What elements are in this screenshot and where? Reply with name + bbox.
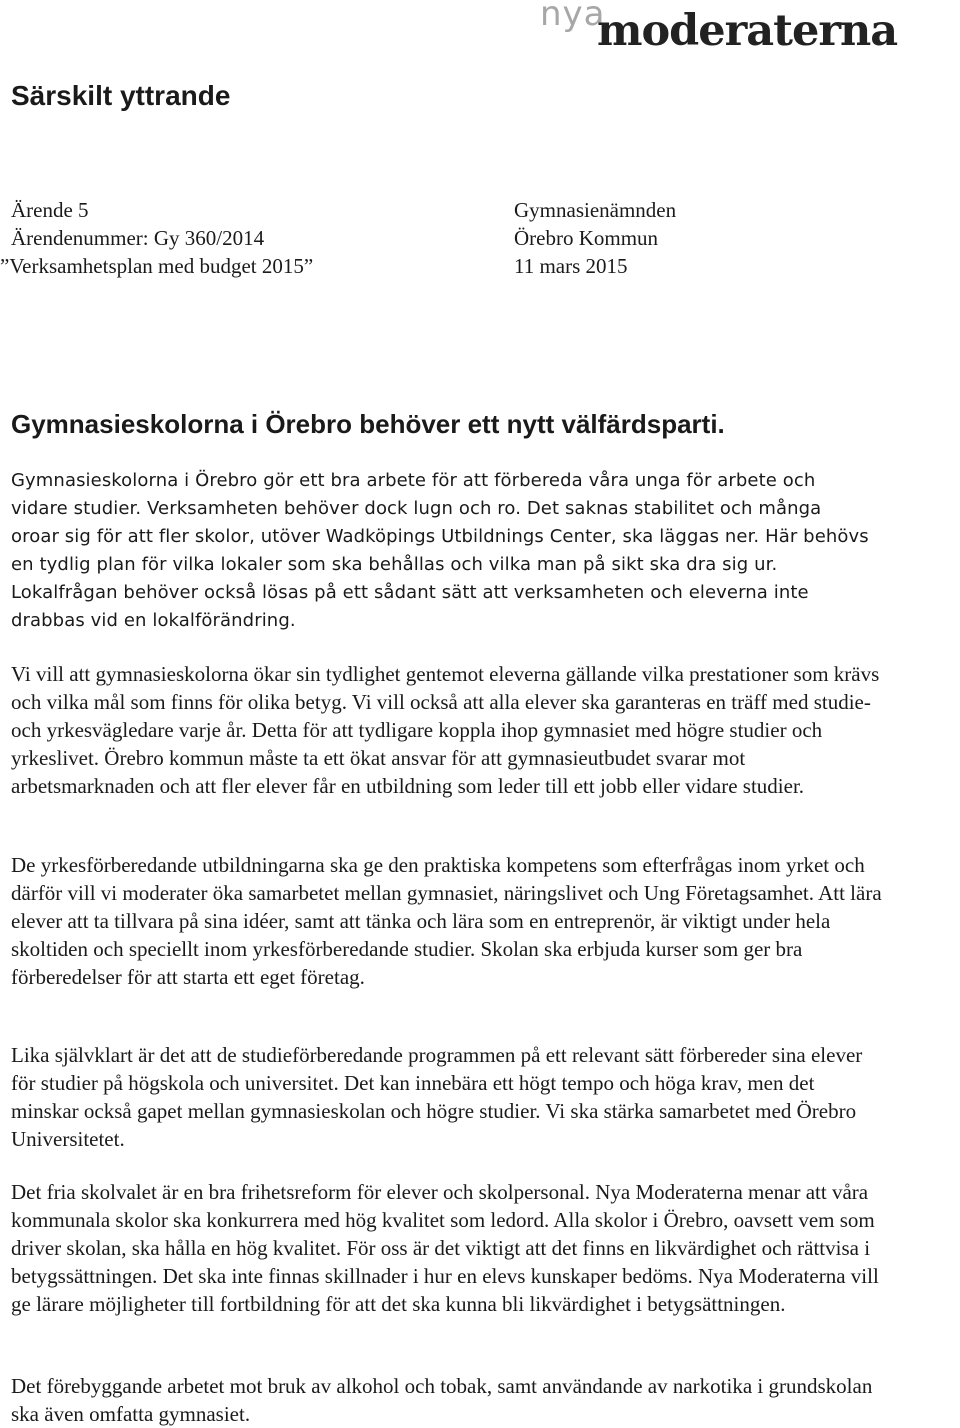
committee-info [514, 196, 676, 280]
case-subject: ”Verksamhetsplan med budget 2015” [0, 254, 314, 278]
headline: Gymnasieskolorna i Örebro behöver ett nytt välfärdsparti. [11, 409, 725, 439]
body-paragraph: Det fria skolvalet är en bra frihetsreform för elever och skolpersonal. Nya Moderaterna menar att våra kommunala skolor ska konkurrera med hög kvalitet som ledord. Alla skolor i Örebro, oavsett vem som driver skolan, ska hålla en hög kvalitet. För oss är det viktigt att det finns en likvärdighet och rättvisa i betygssättningen. Det ska inte finnas skillnader i hur en elevs kunskaper bedöms. Nya Moderaterna vill ge lärare möjligheter till fortbildning för att det ska kunna bli likvärdighet i betygsättningen. [11, 1180, 879, 1316]
logo-name: moderaterna [597, 6, 898, 56]
intro-paragraph: Gymnasieskolorna i Örebro gör ett bra arbete för att förbereda våra unga för arbete och vidare studier. Verksamheten behöver dock lugn och ro. Det saknas stabilitet och många oroar sig för att fler skolor, utöver Wadköpings Utbildnings Center, ska läggas ner. Här behövs en tydlig plan för vilka lokaler som ska behållas och vilka man på sikt ska dra sig ur. Lokalfrågan behöver också lösas på ett sådant sätt att verksamheten och eleverna inte drabbas vid en lokalförändring. [11, 470, 869, 631]
body-paragraph: Lika självklart är det att de studieförberedande programmen på ett relevant sätt förbereder sina elever för studier på högskola och universitet. Det kan innebära ett högt tempo och höga krav, men det minskar också gapet mellan gymnasieskolan och högre studier. Vi ska stärka samarbetet med Örebro Universitetet. [11, 1043, 863, 1151]
meeting-date: 11 mars 2015 [514, 254, 628, 278]
body-paragraph: Vi vill att gymnasieskolorna ökar sin tydlighet gentemot eleverna gällande vilka prestationer som krävs och vilka mål som finns för olika betyg. Vi vill också att alla elever ska garanteras en träff med studie- och yrkesvägledare varje år. Detta för att tydligare koppla ihop gymnasiet med högre studier och yrkeslivet. Örebro kommun måste ta ett ökat ansvar för att gymnasieutbudet svarar mot arbetsmarknaden och att fler elever får en utbildning som leder till ett jobb eller vidare studier. [11, 662, 880, 798]
case-number: Ärende 5 [11, 198, 89, 222]
moderaterna-logo [540, 0, 960, 60]
case-info [0, 196, 313, 280]
body-paragraph: Det förebyggande arbetet mot bruk av alkohol och tobak, samt användande av narkotika i grundskolan ska även omfatta gymnasiet. [11, 1374, 873, 1426]
document-title: Särskilt yttrande [11, 80, 231, 111]
case-reference: Ärendenummer: Gy 360/2014 [11, 226, 265, 250]
municipality: Örebro Kommun [514, 226, 659, 250]
body-paragraph: De yrkesförberedande utbildningarna ska ge den praktiska kompetens som efterfrågas inom yrket och därför vill vi moderater öka samarbetet mellan gymnasiet, näringslivet och Ung Företagsamhet. Att lära elever att ta tillvara på sina idéer, samt att tänka och lära som en entreprenör, är viktigt under hela skoltiden och speciellt inom yrkesförberedande studier. Skolan ska erbjuda kurser som ger bra förberedelser för att starta ett eget företag. [11, 853, 882, 989]
logo-prefix: nya [540, 0, 606, 34]
committee-name: Gymnasienämnden [514, 198, 677, 222]
